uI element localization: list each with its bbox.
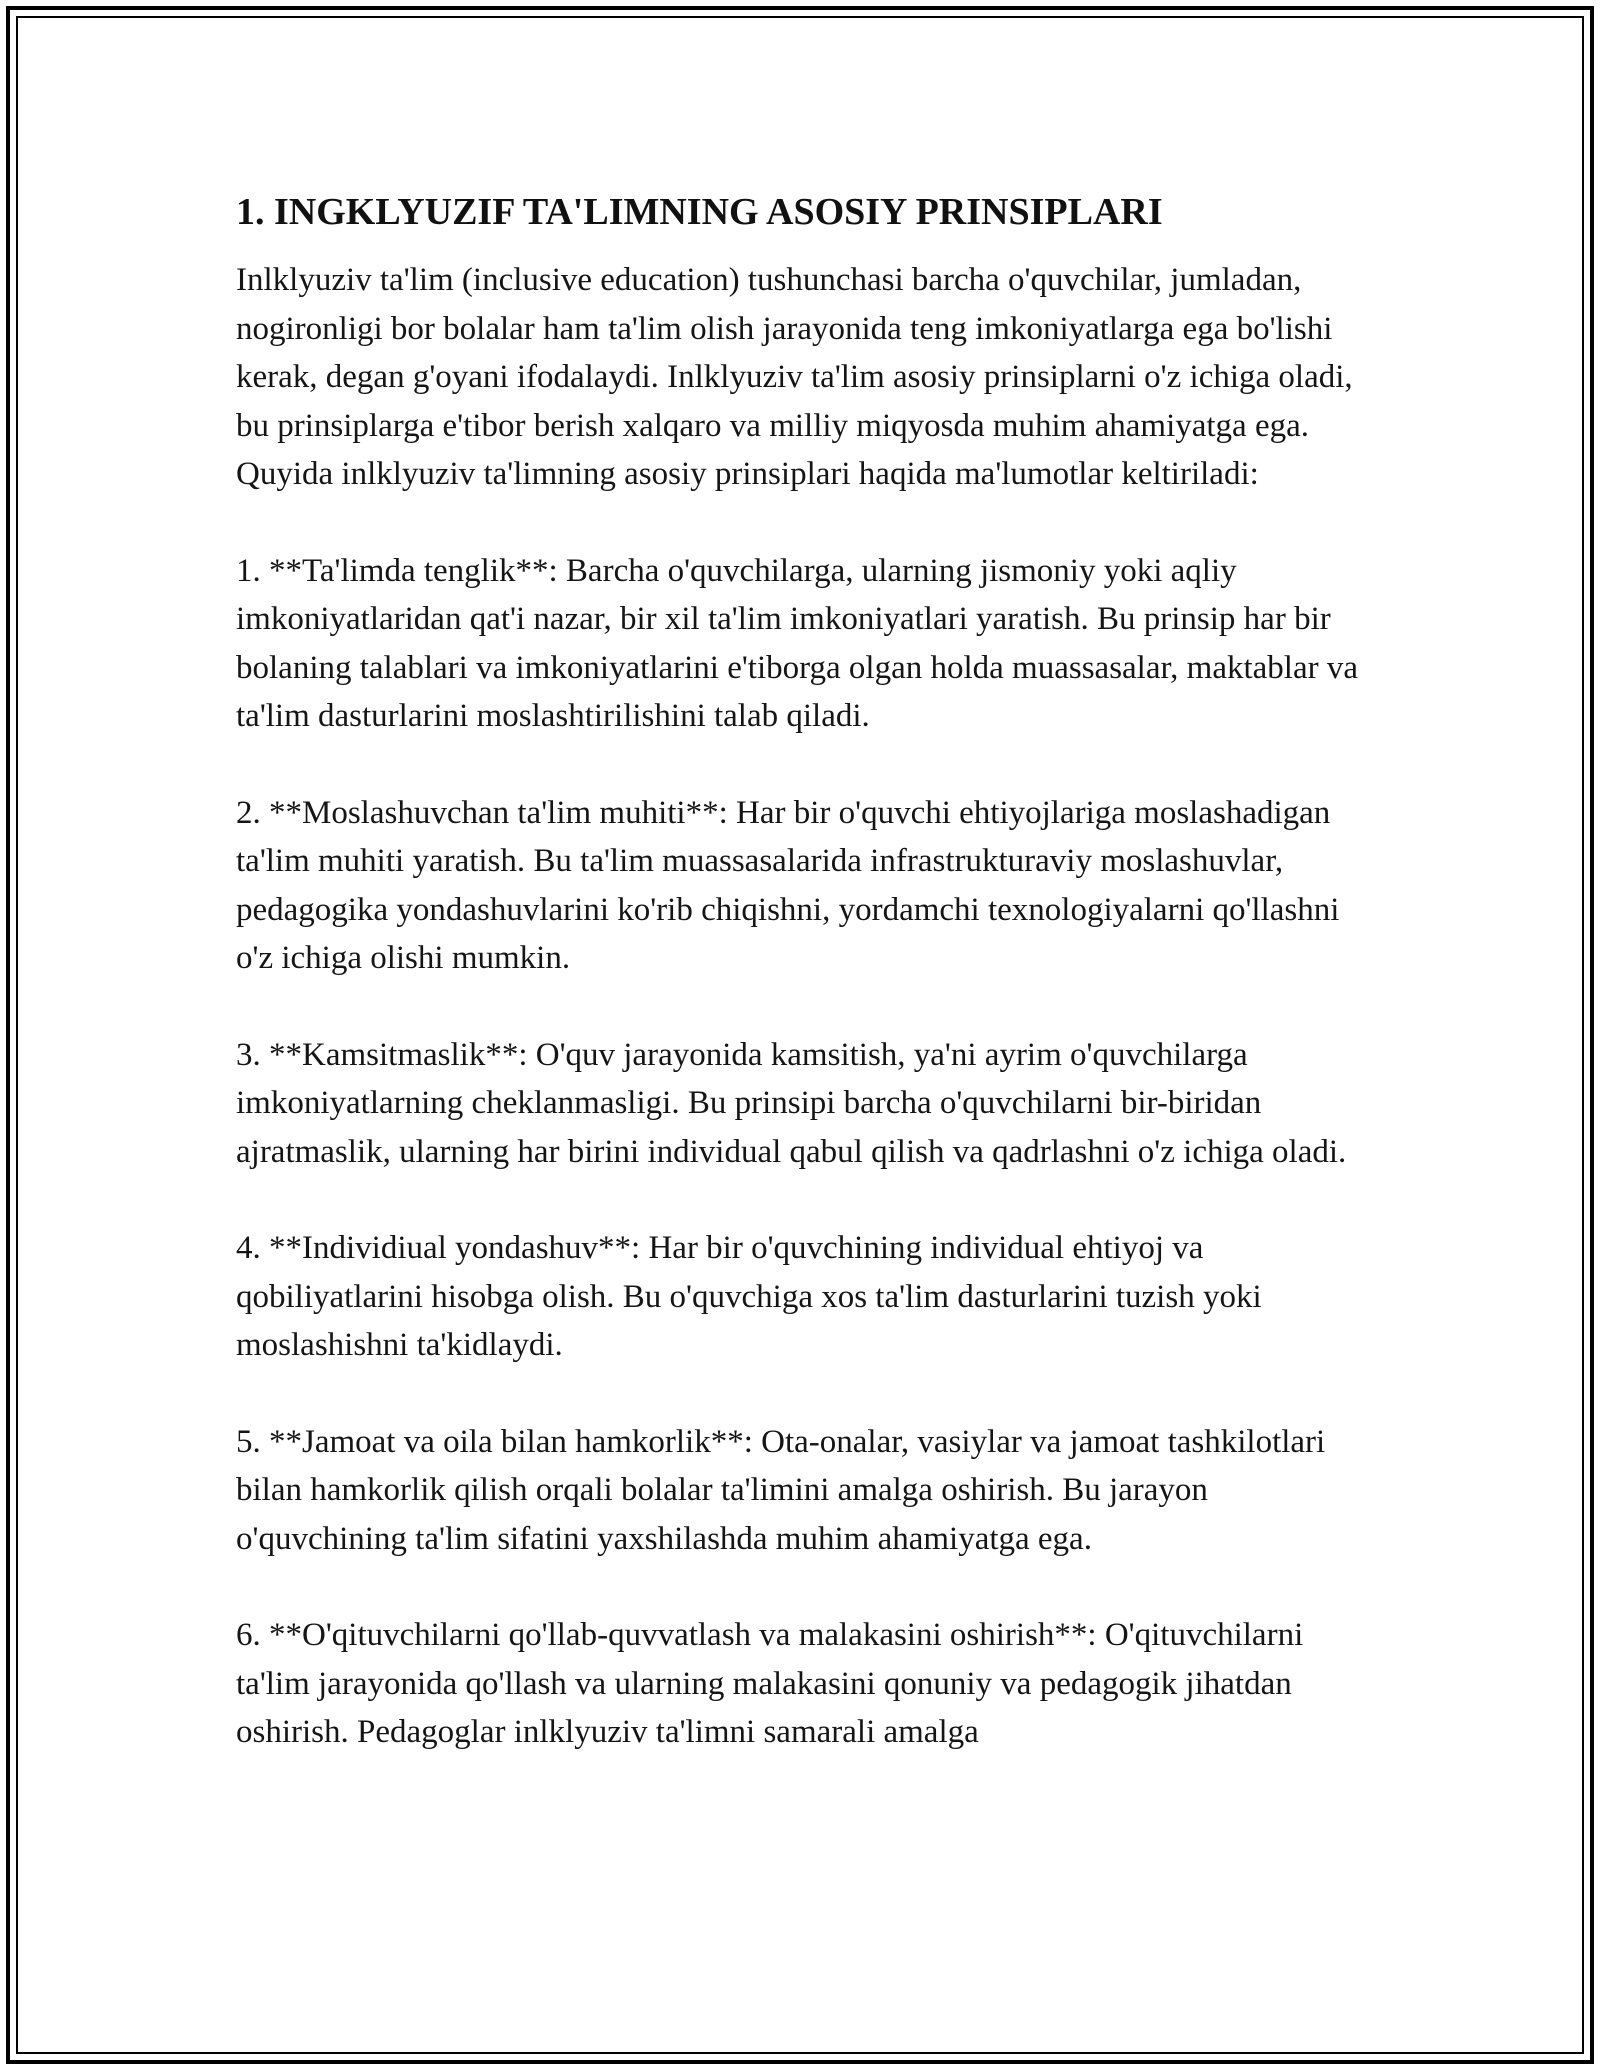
document-body — [236, 188, 1376, 1805]
principle-paragraph-3: 3. **Kamsitmaslik**: O'quv jarayonida kamsitish, ya'ni ayrim o'quvchilarga imkoniyatlarning cheklanmasligi. Bu prinsipi barcha o'quvchilarni bir-biridan ajratmaslik, ularning har birini individual qabul qilish va qadrlashni o'z ichiga oladi. — [236, 1036, 1347, 1170]
principle-paragraph-5: 5. **Jamoat va oila bilan hamkorlik**: Ota-onalar, vasiylar va jamoat tashkilotlari bilan hamkorlik qilish orqali bolalar ta'limini amalga oshirish. Bu jarayon o'quvchining ta'lim sifatini yaxshilashda muhim ahamiyatga ega. — [236, 1423, 1326, 1557]
intro-paragraph: Inlklyuziv ta'lim (inclusive education) tushunchasi barcha o'quvchilar, jumladan, nogironligi bor bolalar ham ta'lim olish jarayonida teng imkoniyatlarga ega bo'lishi kerak, degan g'oyani ifodalaydi. Inlklyuziv ta'lim asosiy prinsiplarni o'z ichiga oladi, bu prinsiplarga e'tibor berish xalqaro va milliy miqyosda muhim ahamiyatga ega. Quyida inlklyuziv ta'limning asosiy prinsiplari haqida ma'lumotlar keltiriladi: — [236, 262, 1353, 492]
principle-paragraph-6: 6. **O'qituvchilarni qo'llab-quvvatlash va malakasini oshirish**: O'qituvchilarni ta'lim jarayonida qo'llash va ularning malakasini qonuniy va pedagogik jihatdan oshirish. Pedagoglar inlklyuziv ta'limni samarali amalga — [236, 1617, 1304, 1750]
page-title: 1. INGKLYUZIF TA'LIMNING ASOSIY PRINSIPLARI — [236, 191, 1163, 233]
principle-paragraph-1: 1. **Ta'limda tenglik**: Barcha o'quvchilarga, ularning jismoniy yoki aqliy imkoniyatlaridan qat'i nazar, bir xil ta'lim imkoniyatlari yaratish. Bu prinsip har bir bolaning talablari va imkoniyatlarini e'tiborga olgan holda muassasalar, maktablar va ta'lim dasturlarini moslashtirilishini talab qiladi. — [236, 552, 1358, 734]
principle-paragraph-2: 2. **Moslashuvchan ta'lim muhiti**: Har bir o'quvchi ehtiyojlariga moslashadigan ta'lim muhiti yaratish. Bu ta'lim muassasalarida infrastrukturaviy moslashuvlar, pedagogika yondashuvlarini ko'rib chiqishni, yordamchi texnologiyalarni qo'llashni o'z ichiga olishi mumkin. — [236, 794, 1340, 976]
principle-paragraph-4: 4. **Individiual yondashuv**: Har bir o'quvchining individual ehtiyoj va qobiliyatlarini hisobga olish. Bu o'quvchiga xos ta'lim dasturlarini tuzish yoki moslashishni ta'kidlaydi. — [236, 1230, 1262, 1363]
